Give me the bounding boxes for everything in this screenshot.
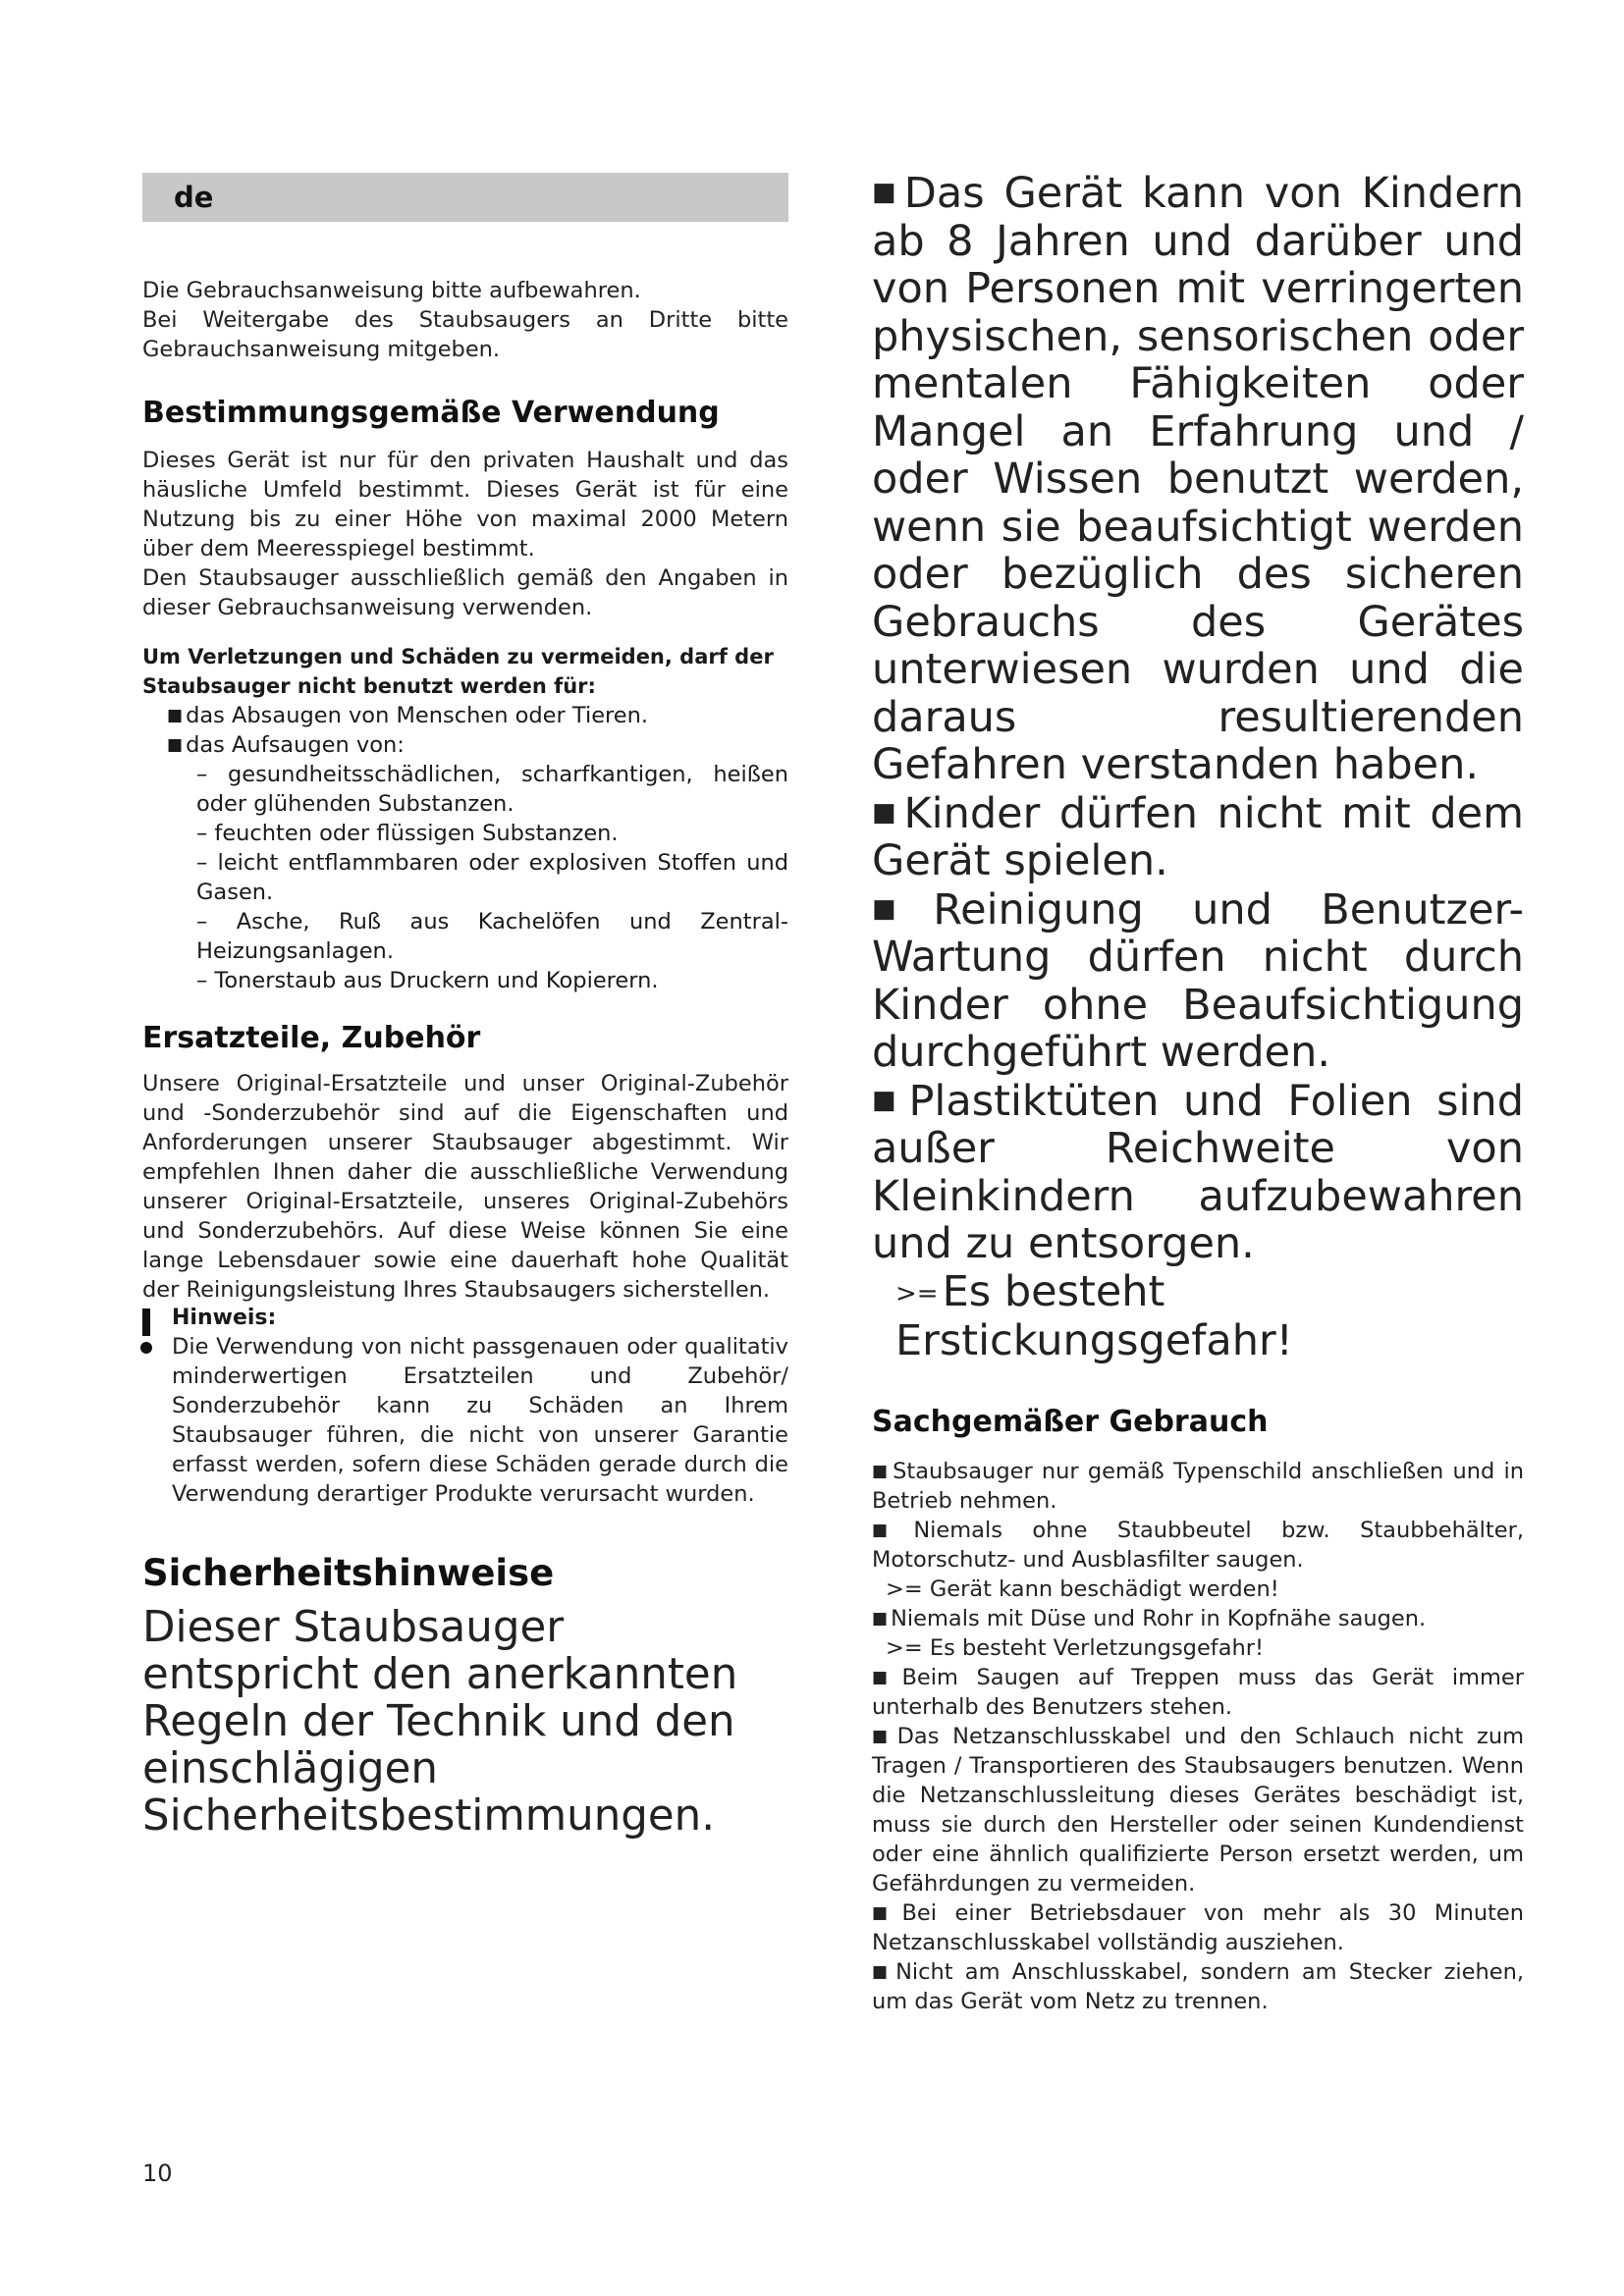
language-label: de [142,173,788,222]
consequence-line: >= Gerät kann beschädigt werden! [886,1575,1279,1602]
right-column [872,169,1525,2016]
bullet-square-icon: ■ [167,735,184,755]
warning-intro: Um Verletzungen und Schäden zu vermeiden, darf der Staubsauger nicht benutzt werden für: [142,645,774,698]
note-text: Die Verwendung von nicht passgenauen oder qualitativ minderwertigen Ersatzteilen und Zubehör/ Sonderzubehör kann zu Schäden an Ihrem Staubsauger führen, die nicht von unserer Garantie erfasst werden, sofern diese Schäden gerade durch die Verwendung derartiger Produkte verursacht wurden. [172,1334,788,1507]
bullet-square-icon: ■ [872,797,902,828]
safety-item: ■Reinigung und Benutzer-Wartung dürfen nicht durch Kinder ohne Beaufsichtigung durchgeführt werden. [872,884,1524,1077]
safety-item: ■Kinder dürfen nicht mit dem Gerät spielen. [872,788,1524,885]
bullet-square-icon: ■ [872,1726,894,1746]
bullet-square-icon: ■ [872,1608,889,1629]
consequence-line: >= Es besteht Verletzungsgefahr! [886,1634,1265,1661]
section-title-intended-use: Bestimmungsgemäße Verwendung [142,396,720,430]
consequence-line: >=Es besteht Erstickungsgefahr! [895,1266,1293,1365]
list-item: ■ Beim Saugen auf Treppen muss das Gerät immer unterhalb des Benutzers stehen. [872,1664,1525,1720]
sub-list-item: – feuchten oder flüssigen Substanzen. [196,821,619,846]
note-title: Hinweis: [172,1306,277,1330]
bullet-square-icon: ■ [872,178,902,207]
list-item: ■ Niemals mit Düse und Rohr in Kopfnähe saugen. [872,1605,1427,1631]
sub-list-item: – Asche, Ruß aus Kachelöfen und Zentral-Heizungsanlagen. [196,909,788,964]
safety-item: ■Das Gerät kann von Kindern ab 8 Jahren und darüber und von Personen mit verringerten physischen, sensorischen oder mentalen Fähigkeiten oder Mangel an Erfahrung und / oder Wissen benutzt werden, wenn sie beaufsichtigt werden oder bezüglich des sicheren Gebrauchs des Gerätes unterwiesen wurden und die daraus resultierenden Gefahren verstanden haben. [872,169,1524,789]
spare-parts-paragraph: Unsere Original-Ersatzteile und unser Original-Zubehör und -Sonderzubehör sind auf die Eigenschaften und Anforderungen unserer Staubsauger abgestimmt. Wir empfehlen Ihnen daher die ausschließliche Verwendung unserer Original-Ersatzteile, unseres Original-Zubehörs und Sonderzubehörs. Auf diese Weise können Sie eine lange Lebensdauer sowie eine dauerhaft hohe Qualität der Reinigungsleistung Ihres Staubsaugers sicherstellen. [142,1071,788,1303]
list-item: ■ das Absaugen von Menschen oder Tieren. [167,703,649,728]
list-item: ■ Staubsauger nur gemäß Typenschild anschließen und in Betrieb nehmen. [872,1458,1525,1514]
bullet-square-icon: ■ [872,1085,907,1115]
sub-list-item: – leicht entflammbaren oder explosiven Stoffen und Gasen. [196,850,788,905]
intended-use-paragraph-1: Dieses Gerät ist nur für den privaten Haushalt und das häusliche Umfeld bestimmt. Dieses Gerät ist für eine Nutzung bis zu einer Höhe von maximal 2000 Metern über dem Meeresspiegel bestimmt. [142,448,788,561]
safety-statement: Dieser Staubsauger entspricht den anerkannten Regeln der Technik und den einschlägigen Sicherheitsbestimmungen. [142,1603,738,1841]
safety-item: ■Plastiktüten und Folien sind außer Reichweite von Kleinkindern aufzubewahren und zu entsorgen. [872,1076,1524,1268]
bullet-square-icon: ■ [872,1461,891,1481]
intro-line-1: Die Gebrauchsanweisung bitte aufbewahren. [142,278,641,303]
exclamation-icon [135,1301,158,1360]
list-item: ■ das Aufsaugen von: [167,732,405,758]
bullet-square-icon: ■ [872,1520,911,1540]
section-title-spare-parts: Ersatzteile, Zubehör [142,1021,481,1055]
bullet-square-icon: ■ [872,1961,893,1982]
sub-list-item: – gesundheitsschädlichen, scharfkantigen, heißen oder glühenden Substanzen. [196,762,788,817]
list-item: ■ Nicht am Anschlusskabel, sondern am Stecker ziehen, um das Gerät vom Netz zu trennen. [872,1958,1524,2014]
bullet-square-icon: ■ [872,893,932,924]
bullet-square-icon: ■ [167,706,184,725]
sub-list-item: – Tonerstaub aus Druckern und Kopierern. [196,968,659,993]
list-item: ■ Bei einer Betriebsdauer von mehr als 30 Minuten Netzanschlusskabel vollständig ausziehen. [872,1899,1525,1955]
list-item: ■ Das Netzanschlusskabel und den Schlauch nicht zum Tragen / Transportieren des Staubsaugers benutzen. Wenn die Netzanschlussleitung dieses Gerätes beschädigt ist, muss sie durch den Hersteller oder seinen Kundendienst oder eine ähnlich qualifizierte Person ersetzt werden, um Gefährdungen zu vermeiden. [872,1723,1525,1896]
bullet-square-icon: ■ [872,1667,899,1687]
intended-use-paragraph-2: Den Staubsauger ausschließlich gemäß den Angaben in dieser Gebrauchsanweisung verwenden. [142,565,788,620]
section-title-safety: Sicherheitshinweise [142,1552,555,1594]
left-column [142,173,788,1840]
section-title-proper-use: Sachgemäßer Gebrauch [872,1404,1269,1439]
note-box [142,1305,788,1509]
page-number: 10 [142,2160,173,2187]
intro-line-2: Bei Weitergabe des Staubsaugers an Dritte bitte Gebrauchsanweisung mitgeben. [142,307,788,362]
list-item: ■ Niemals ohne Staubbeutel bzw. Staubbehälter, Motorschutz- und Ausblasfilter saugen. [872,1517,1525,1573]
arrow-marker: >= [895,1278,939,1308]
bullet-square-icon: ■ [872,1902,899,1923]
